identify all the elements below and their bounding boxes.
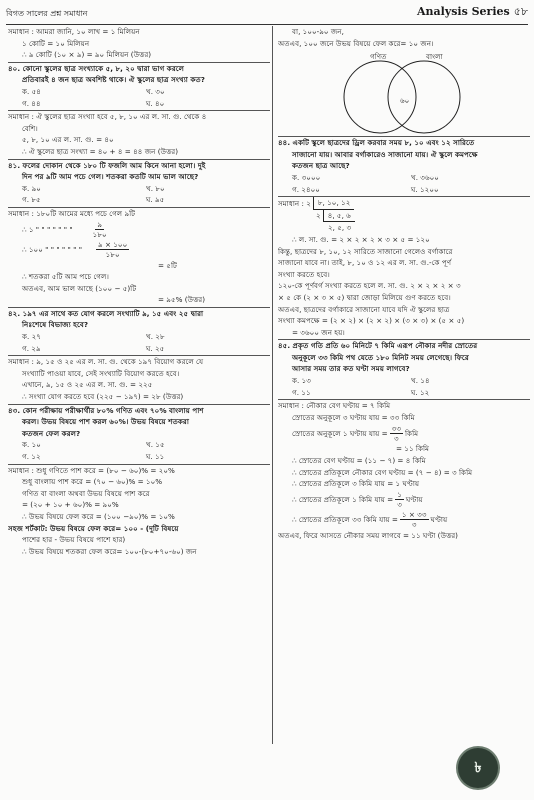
solution-line: × ৫ কে (২ × ৩ × ৫) দ্বারা জোড়া মিলিয়ে গুণ করতে হবে। bbox=[278, 292, 451, 302]
solution-line: সমাধান : ঐ স্কুলের ছাত্র সংখ্যা হবে ৫, ৮, ১০ এর ল. সা. গু. থেকে ৪ bbox=[8, 110, 270, 123]
option: ক. ১০ bbox=[22, 440, 41, 450]
solution-line: = ৫টি bbox=[158, 260, 177, 270]
solution-line: সংখ্যাটি পাওয়া যাবে, সেই সংখ্যাটি বিয়োগ করতে হবে। bbox=[22, 368, 180, 378]
shortcut-line: পাশের হার - উভয় বিষয়ে পাশে হার) bbox=[22, 535, 126, 545]
question-41-options bbox=[8, 183, 270, 206]
solution-line: গণিত বা বাংলা অথবা উভয় বিষয়ে পাশ করে bbox=[22, 488, 150, 498]
question-43-options bbox=[8, 439, 270, 462]
question-45: ৪৫. প্রকৃত গতি প্রতি ৬০ মিনিটে ৭ কিমি এরূপ নৌকার নদীর স্রোতের bbox=[278, 339, 530, 352]
section-title: বিগত সালের প্রশ্ন সমাধান bbox=[6, 9, 88, 18]
option: ঘ. ৯৫ bbox=[146, 195, 165, 205]
solution-line: ∴ সংখ্যা যোগ করতে হবে (২২৫ − ১৯৭) = ২৮ (উত্তর) bbox=[22, 392, 184, 402]
option: ক. ২৭ bbox=[22, 332, 41, 342]
question-43-cont: কতজন ফেল করল? bbox=[22, 428, 81, 438]
solution-line: সাজানো যাবে না। তাই, ৮, ১০ ও ১২ এর ল. সা. গু.-কে পূর্ণ bbox=[278, 258, 452, 268]
solution-line: = (২০ + ১০ + ৬০)% = ৯০% bbox=[22, 500, 119, 510]
option: খ. ১৫ bbox=[146, 440, 165, 450]
solution-line: ∴ ল. সা. গু. = ২ × ২ × ২ × ৩ × ৫ = ১২০ bbox=[292, 234, 430, 244]
lcm-quotient: ২, ৫, ৩ bbox=[328, 223, 352, 233]
option: খ. ১৪ bbox=[411, 376, 430, 386]
solution-line: = ১১ কিমি bbox=[396, 444, 430, 454]
solution-line: সমাধান : ৯, ১৫ ও ২৫ এর ল. সা. গু. থেকে ১৯৭ বিয়োগ করলে যে bbox=[8, 355, 270, 368]
question-44-cont: সাজানো যায়। আবার বর্গাকারেও সাজানো যায়। ঐ স্কুলে কমপক্ষে bbox=[292, 149, 478, 159]
fraction: $\frac{৩৩}{৩}$ bbox=[391, 423, 401, 443]
lcm-division: ২ ৪, ৫, ৬ bbox=[278, 210, 530, 223]
taka-logo-badge bbox=[458, 748, 498, 788]
page-number: ৫৮ bbox=[513, 5, 528, 18]
question-42-cont: নিঃশেষে বিভাজ্য হবে? bbox=[22, 320, 89, 330]
solution-line: সমাধান : নৌকার বেগ ঘণ্টায় = ৭ কিমি bbox=[278, 399, 530, 412]
venn-circles bbox=[318, 49, 488, 135]
solution-line: ∴ স্রোতের প্রতিকূলে ১ কিমি যায় = $\frac{১}{৩}$ ঘণ্টায় bbox=[292, 490, 423, 510]
option: গ. ১১ bbox=[292, 387, 311, 397]
option: খ. ২৮ bbox=[146, 332, 165, 342]
solution-line: স্রোতের অনুকূলে ৩ ঘণ্টায় যায় = ৩৩ কিমি bbox=[292, 412, 415, 422]
option: ক. ১৩ bbox=[292, 376, 311, 386]
solution-line: অতএব, ছাত্রদের বর্গাকারে সাজানো যাবে যদি ঐ স্কুলের ছাত্র bbox=[278, 304, 450, 314]
question-40: ৪০. কোনো স্কুলের ছাত্র সংখ্যাকে ৫, ৮, ২০ দ্বারা ভাগ করলে bbox=[8, 62, 270, 75]
solution-line: = ৯৫% (উত্তর) bbox=[158, 295, 206, 305]
solution-line: ∴ ১০০ " " " " " " " $\frac{৯ \times ১০০}{১৮০}$ bbox=[22, 240, 128, 259]
fraction: $\frac{৯ \times ১০০}{১৮০}$ bbox=[98, 240, 128, 259]
page-header bbox=[6, 2, 528, 25]
right-column bbox=[278, 26, 530, 744]
option: ঘ. ১১ bbox=[146, 452, 165, 461]
question-42-options bbox=[8, 331, 270, 354]
option: ঘ. ১২০০ bbox=[411, 184, 439, 194]
option: খ. ৮০ bbox=[146, 183, 165, 193]
solution-line: ∴ শতকরা ৫টি আম পচে গেল। bbox=[22, 272, 109, 282]
solution-line: সমাধান : আমরা জানি, ১০ লাখ = ১ মিলিয়ন bbox=[8, 27, 140, 36]
option: খ. ৩৬০০ bbox=[411, 172, 439, 182]
solution-line: ∴ স্রোতের প্রতিকূলে ৩ কিমি যায় = ১ ঘণ্টায় bbox=[292, 479, 420, 489]
question-41: ৪১. ফলের দোকান থেকে ১৮০ টি ফজলি আম কিনে আনা হলো। দুই bbox=[8, 159, 270, 172]
left-column bbox=[8, 26, 270, 744]
solution-line: সমাধান : ১৮০টি আমের মধ্যে পচে গেল ৯টি bbox=[8, 207, 270, 220]
solution-line: কিন্তু, ছাত্রদের ৮, ১০, ১২ সারিতে সাজানো গেলেও বর্গাকারে bbox=[278, 246, 453, 256]
fraction: $\frac{১}{৩}$ bbox=[397, 490, 402, 510]
solution-line: অতএব, আম ভাল আছে (১০০ − ৫)টি bbox=[22, 283, 137, 293]
solution-line: ১ কোটি = ১০ মিলিয়ন bbox=[22, 38, 90, 48]
solution-line: সংখ্যা কমপক্ষে = (২ × ২) × (২ × ২) × (৩ × ৩) × (৫ × ৫) bbox=[278, 316, 465, 326]
question-44-cont: কতজন ছাত্র আছে? bbox=[292, 161, 350, 171]
option: ক. ৯০ bbox=[22, 183, 41, 193]
taka-icon: ৳ bbox=[474, 760, 482, 776]
venn-circle-bangla bbox=[388, 61, 460, 133]
question-44-options bbox=[278, 172, 530, 195]
question-45-cont: আসার সময় তার কত ঘণ্টা সময় লাগবে? bbox=[292, 364, 410, 374]
venn-label-bangla: বাংলা bbox=[426, 52, 443, 62]
fraction: $\frac{১ \times ৩৩}{৩}$ bbox=[401, 510, 427, 530]
solution-line: = ৩৬০০ জন হয়। bbox=[292, 327, 345, 337]
solution-line: ∴ ৯ কোটি (১০ × ৯) = ৯০ মিলিয়ন (উত্তর) bbox=[22, 50, 152, 60]
question-40-options bbox=[8, 86, 270, 109]
answer-line: অতএব, ফিরে আসতে নৌকার সময় লাগবে = ১১ ঘণ্টা (উত্তর) bbox=[278, 530, 458, 540]
venn-intersection-value: ৬০ bbox=[400, 96, 410, 106]
option: গ. ২৯ bbox=[22, 343, 41, 353]
question-45-options bbox=[278, 375, 530, 398]
option: ক. ৫৪ bbox=[22, 86, 41, 96]
column-divider bbox=[272, 26, 273, 744]
solution-line: শুধু বাংলায় পাশ করে = (৭০ − ৬০)% = ১০% bbox=[22, 477, 163, 487]
solution-line: সমাধান : শুধু গণিতে পাশ করে = (৮০ − ৬০)% = ২০% bbox=[8, 464, 270, 477]
solution-line: ∴ স্রোতের বেগ ঘণ্টায় = (১১ − ৭) = ৪ কিমি bbox=[292, 456, 426, 466]
solution-line: ∴ ঐ স্কুলের ছাত্র সংখ্যা = ৪০ + ৪ = ৪৪ জন (উত্তর) bbox=[22, 146, 179, 156]
option: খ. ৩০ bbox=[146, 86, 165, 96]
question-44: ৪৪. একটি স্কুলে ছাত্রদের ড্রিল করবার সময় ৮, ১০ এবং ১২ সারিতে bbox=[278, 136, 530, 149]
question-41-cont: দিন পর ৯টি আম পচে গেল। শতকরা কতটি আম ভাল আছে? bbox=[22, 172, 199, 182]
venn-label-math: গণিত bbox=[370, 52, 387, 62]
option: গ. ৪৪ bbox=[22, 98, 41, 108]
solution-line: বেশি। bbox=[22, 123, 38, 133]
fraction: $\frac{৯}{১৮০}$ bbox=[92, 220, 107, 239]
solution-line: এখানে, ৯, ১৫ ও ২৫ এর ল. সা. গু. = ২২৫ bbox=[22, 380, 153, 390]
solution-line: বা, ১০০-৯০ জন, bbox=[292, 27, 344, 36]
option: ঘ. ১২ bbox=[411, 387, 430, 397]
venn-diagram bbox=[278, 49, 530, 135]
option: গ. ২৪০০ bbox=[292, 184, 320, 194]
option: গ. ১২ bbox=[22, 452, 41, 461]
solution-line: ∴ স্রোতের প্রতিকূলে নৌকার বেগ ঘণ্টায় = (৭ − ৪) = ৩ কিমি bbox=[292, 467, 473, 477]
question-42: ৪২. ১৯৭ এর সাথে কত যোগ করলে সংখ্যাটি ৯, ১৫ এবং ২৫ দ্বারা bbox=[8, 307, 270, 320]
solution-line: সংখ্যা করতে হবে। bbox=[278, 269, 330, 279]
shortcut-line: ∴ উভয় বিষয়ে শতকরা ফেল করে= ১০০-(৮০+৭০-৬০) জন bbox=[22, 546, 197, 556]
series-title: Analysis Series ৫৮ bbox=[416, 5, 528, 18]
solution-line: ৫, ৮, ১০ এর ল. সা. গু. = ৪০ bbox=[22, 135, 114, 145]
option: ঘ. ৪০ bbox=[146, 98, 165, 108]
solution-line: ∴ ১ " " " " " " " $\frac{৯}{১৮০}$ bbox=[22, 220, 107, 239]
solution-line: অতএব, ১০০ জনে উভয় বিষয়ে ফেল করে= ১০ জন। bbox=[278, 38, 434, 48]
solution-line: ১২০-কে পূর্ণবর্গ সংখ্যা করতে হলে ল. সা. গু. ২ × ২ × ২ × ৩ bbox=[278, 281, 461, 291]
question-43: ৪৩. কোন পরীক্ষায় পরীক্ষার্থীর ৮০% গণিত এবং ৭০% বাংলায় পাশ bbox=[8, 404, 270, 417]
option: গ. ৮৫ bbox=[22, 195, 41, 205]
option: ঘ. ২৫ bbox=[146, 343, 165, 353]
shortcut-line: সহজ শর্টকাট: উভয় বিষয়ে ফেল করে= ১০০ - (দুটি বিষয়ে bbox=[8, 523, 179, 533]
solution-line: ∴ উভয় বিষয়ে ফেল করে = (১০০ −৯০)% = ১০% bbox=[22, 511, 175, 521]
lcm-division: সমাধান : ২ ৮, ১০, ১২ bbox=[278, 196, 530, 210]
question-45-cont: অনুকূলে ৩৩ কিমি পথ যেতে ১৮০ মিনিট সময় লেগেছে। ফিরে bbox=[292, 352, 469, 362]
option: ক. ৩০০০ bbox=[292, 172, 321, 182]
solution-line: স্রোতের অনুকূলে ১ ঘণ্টায় যায় = $\frac{৩৩}{৩}$ কিমি bbox=[292, 423, 419, 443]
question-43-cont: করল। উভয় বিষয়ে পাশ করল ৬০%। উভয় বিষয়ে শতকরা bbox=[22, 417, 189, 427]
question-40-cont: প্রতিবারই ৪ জন ছাত্র অবশিষ্ট থাকে। ঐ স্কুলের ছাত্র সংখ্যা কত? bbox=[22, 75, 205, 85]
solution-line: ∴ স্রোতের প্রতিকূলে ৩৩ কিমি যায় = $\frac{১ \times ৩৩}{৩}$ ঘণ্টায় bbox=[292, 510, 448, 530]
